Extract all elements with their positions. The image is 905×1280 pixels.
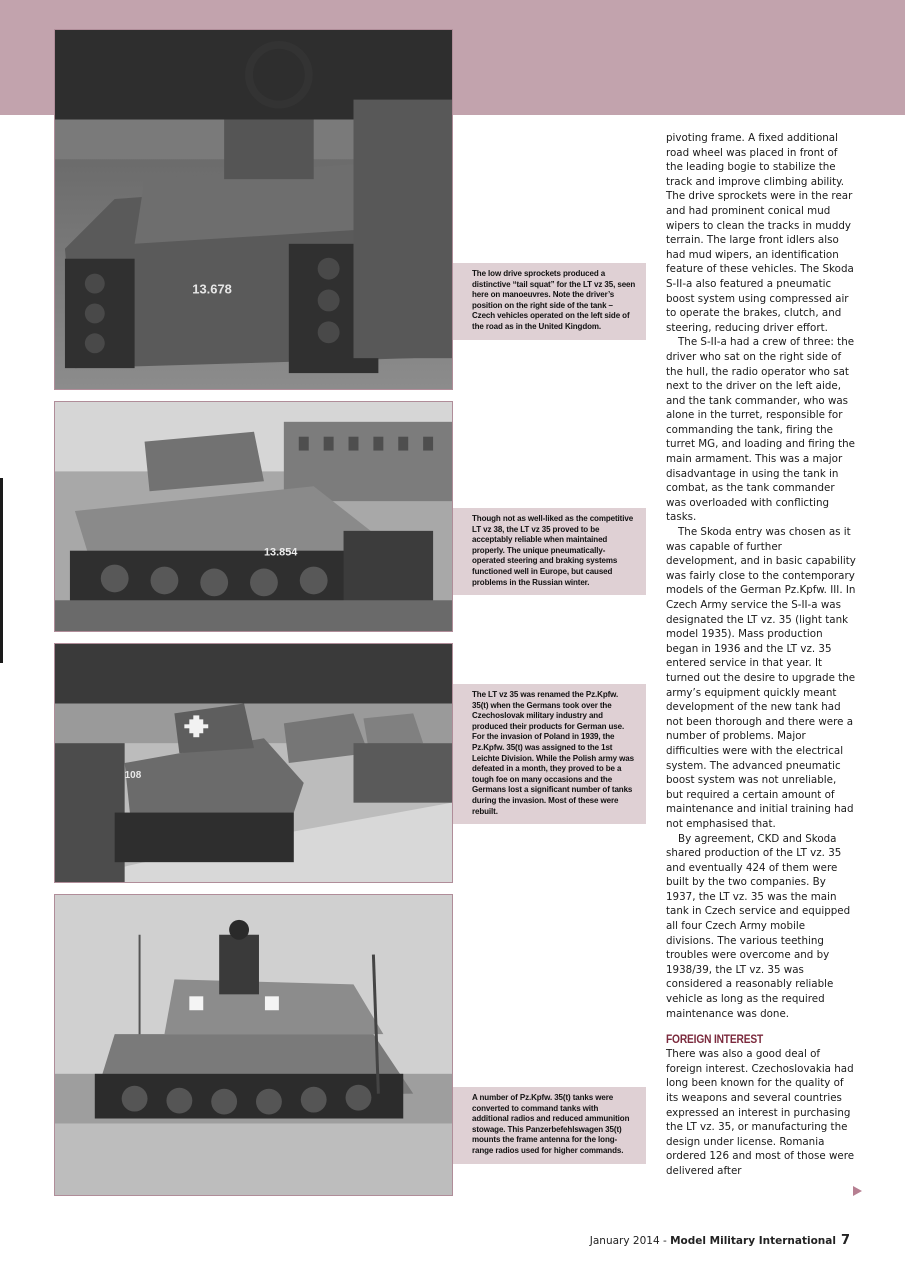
article-paragraph: The S-II-a had a crew of three: the driver who sat on the right side of the hull, the radio operator who sat next to the driver on the left aide, and the tank commander, who was alone in the turret, responsible for commanding the tank, firing the turret MG, and loading and firing the main armament. This was a major disadvantage in using the tank in combat, as the tank commander was overloaded with conflicting tasks. <box>666 336 855 524</box>
article-paragraph: By agreement, CKD and Skoda shared production of the LT vz. 35 and eventually 424 of them were built by the two companies. By 1937, the LT vz. 35 was the main tank in Czech service and equipped all four Czech Army mobile divisions. The various teething troubles were overcome and by 1938/39, the LT vz. 35 was considered a reasonably reliable vehicle as long as the required maintenance was done. <box>666 832 851 1020</box>
hull-number-13854: 13.854 <box>263 546 298 559</box>
continue-arrow-icon <box>853 1186 862 1196</box>
article-paragraph: pivoting frame. A fixed additional road wheel was placed in front of the leading bogie to stabilize the track and improve climbing ability. The drive sprockets were in the rear and had prominent conical mud wipers to clean the tracks in muddy terrain. The large front idlers also had mud wipers, an identification feature of these vehicles. The Skoda S-II-a also featured a pneumatic boost system using compressed air to operate the brakes, clutch, and steering, reducing driver effort. <box>666 132 854 334</box>
article-paragraph: The Skoda entry was chosen as it was capable of further development, and in basic capability was fairly close to the contemporary models of the German Pz.Kpfw. III. In Czech Army service the S-II-a was designated the LT vz. 35 (light tank model 1935). Mass production began in 1936 and the LT vz. 35 entered service in that year. It turned out the desire to upgrade the army’s equipment quickly meant development of the new tank had not been thorough and there were a number of problems. Major difficulties were with the electrical system. The advanced pneumatic boost system was not unreliable, but required a certain amount of maintenance and initial training had not emphasised that. <box>666 526 856 830</box>
footer-publication: Model Military International <box>670 1235 836 1247</box>
photo-tank-manoeuvres <box>54 29 453 390</box>
caption-3: The LT vz 35 was renamed the Pz.Kpfw. 35(t) when the Germans took over the Czechoslovak military industry and produced their products for German use. For the invasion of Poland in 1939, the Pz.Kpfw. 35(t) was assigned to the 1st Leichte Division. While the Polish army was defeated in a month, they proved to be a tough foe on many occasions and the Germans lost a significant number of tanks during the invasion. Most of these were rebuilt. <box>453 684 646 824</box>
subheading-foreign-interest: FOREIGN INTEREST <box>666 1032 764 1047</box>
photo-tank-column-poland <box>54 643 453 883</box>
page-footer <box>590 1233 850 1248</box>
page-edge-tab <box>0 478 3 663</box>
caption-4: A number of Pz.Kpfw. 35(t) tanks were converted to command tanks with additional radios and reduced ammunition stowage. This Panzerbefehlswagen 35(t) mounts the frame antenna for the long-range radios used for higher commands. <box>453 1087 646 1164</box>
article-body <box>666 131 856 1179</box>
photo-2-image <box>55 402 452 631</box>
photo-4-image <box>55 895 452 1195</box>
hull-number-13678: 13.678 <box>192 281 232 297</box>
photo-3-image <box>55 644 452 882</box>
photo-1-image <box>55 30 452 389</box>
page-number: 7 <box>840 1233 850 1248</box>
footer-separator: - <box>659 1235 671 1247</box>
caption-1: The low drive sprockets produced a distinctive “tail squat” for the LT vz 35, seen here on manoeuvres. Note the driver’s position on the right side of the tank – Czech vehicles operated on the left side of the road as in the United Kingdom. <box>453 263 646 340</box>
photo-tank-in-town <box>54 401 453 632</box>
caption-2: Though not as well-liked as the competitive LT vz 38, the LT vz 35 proved to be acceptably reliable when maintained properly. The unique pneumatically-operated steering and braking systems functioned well in Europe, but caused problems in the Russian winter. <box>453 508 646 595</box>
footer-date: January 2014 <box>589 1235 660 1247</box>
article-paragraph: There was also a good deal of foreign interest. Czechoslovakia had long been known for the quality of its weapons and several countries expressed an interest in purchasing the LT vz. 35, or manufacturing the design under license. Romania ordered 126 and most of those were delivered after <box>666 1048 855 1177</box>
hull-number-108: 108 <box>124 769 142 781</box>
photo-command-tank <box>54 894 453 1196</box>
